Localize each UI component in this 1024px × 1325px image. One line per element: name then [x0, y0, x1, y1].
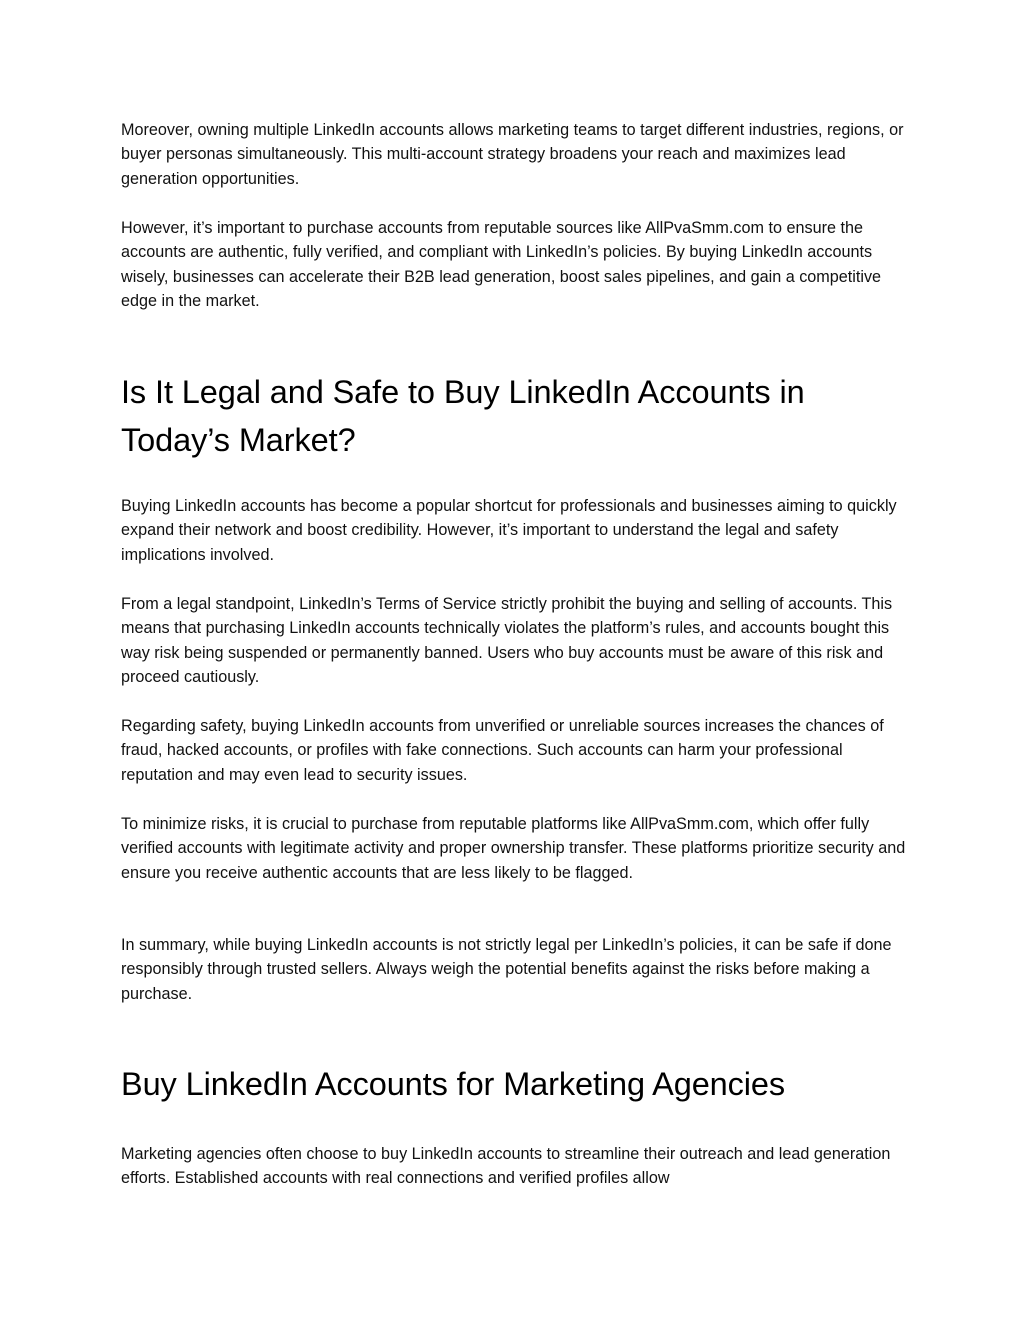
section1-paragraph-4: To minimize risks, it is crucial to purchase from reputable platforms like AllPvaSmm.com, which offer fully verified accounts with legitimate activity and proper ownership transfer. These platforms prioritize security and ensure you receive authentic accounts that are less likely to be flagged. — [121, 815, 906, 882]
section-heading-legal-safe: Is It Legal and Safe to Buy LinkedIn Accounts in Today’s Market? — [121, 374, 805, 458]
intro-paragraph-1: Moreover, owning multiple LinkedIn accounts allows marketing teams to target different industries, regions, or buyer personas simultaneously. This multi-account strategy broadens your reach and maximizes lead generation opportunities. — [121, 121, 904, 188]
section1-paragraph-1: Buying LinkedIn accounts has become a popular shortcut for professionals and businesses aiming to quickly expand their network and boost credibility. However, it’s important to understand the legal and safety implications involved. — [121, 497, 897, 564]
section2-paragraph-1: Marketing agencies often choose to buy LinkedIn accounts to streamline their outreach and lead generation efforts. Established accounts with real connections and verified profiles allow — [121, 1145, 891, 1188]
section1-paragraph-5: In summary, while buying LinkedIn accounts is not strictly legal per LinkedIn’s policies, it can be safe if done responsibly through trusted sellers. Always weigh the potential benefits against the risks before making a purchase. — [121, 936, 892, 1003]
section-heading-marketing-agencies: Buy LinkedIn Accounts for Marketing Agencies — [121, 1066, 786, 1102]
section1-paragraph-3: Regarding safety, buying LinkedIn accounts from unverified or unreliable sources increases the chances of fraud, hacked accounts, or profiles with fake connections. Such accounts can harm your professional reputation and may even lead to security issues. — [121, 717, 884, 784]
section1-paragraph-2: From a legal standpoint, LinkedIn’s Terms of Service strictly prohibit the buying and selling of accounts. This means that purchasing LinkedIn accounts technically violates the platform’s rules, and accounts bought this way risk being suspended or permanently banned. Users who buy accounts must be aware of this risk and proceed cautiously. — [121, 595, 893, 687]
intro-paragraph-2: However, it’s important to purchase accounts from reputable sources like AllPvaSmm.com to ensure the accounts are authentic, fully verified, and compliant with LinkedIn’s policies. By buying LinkedIn accounts wisely, businesses can accelerate their B2B lead generation, boost sales pipelines, and gain a competitive edge in the market. — [121, 219, 882, 311]
